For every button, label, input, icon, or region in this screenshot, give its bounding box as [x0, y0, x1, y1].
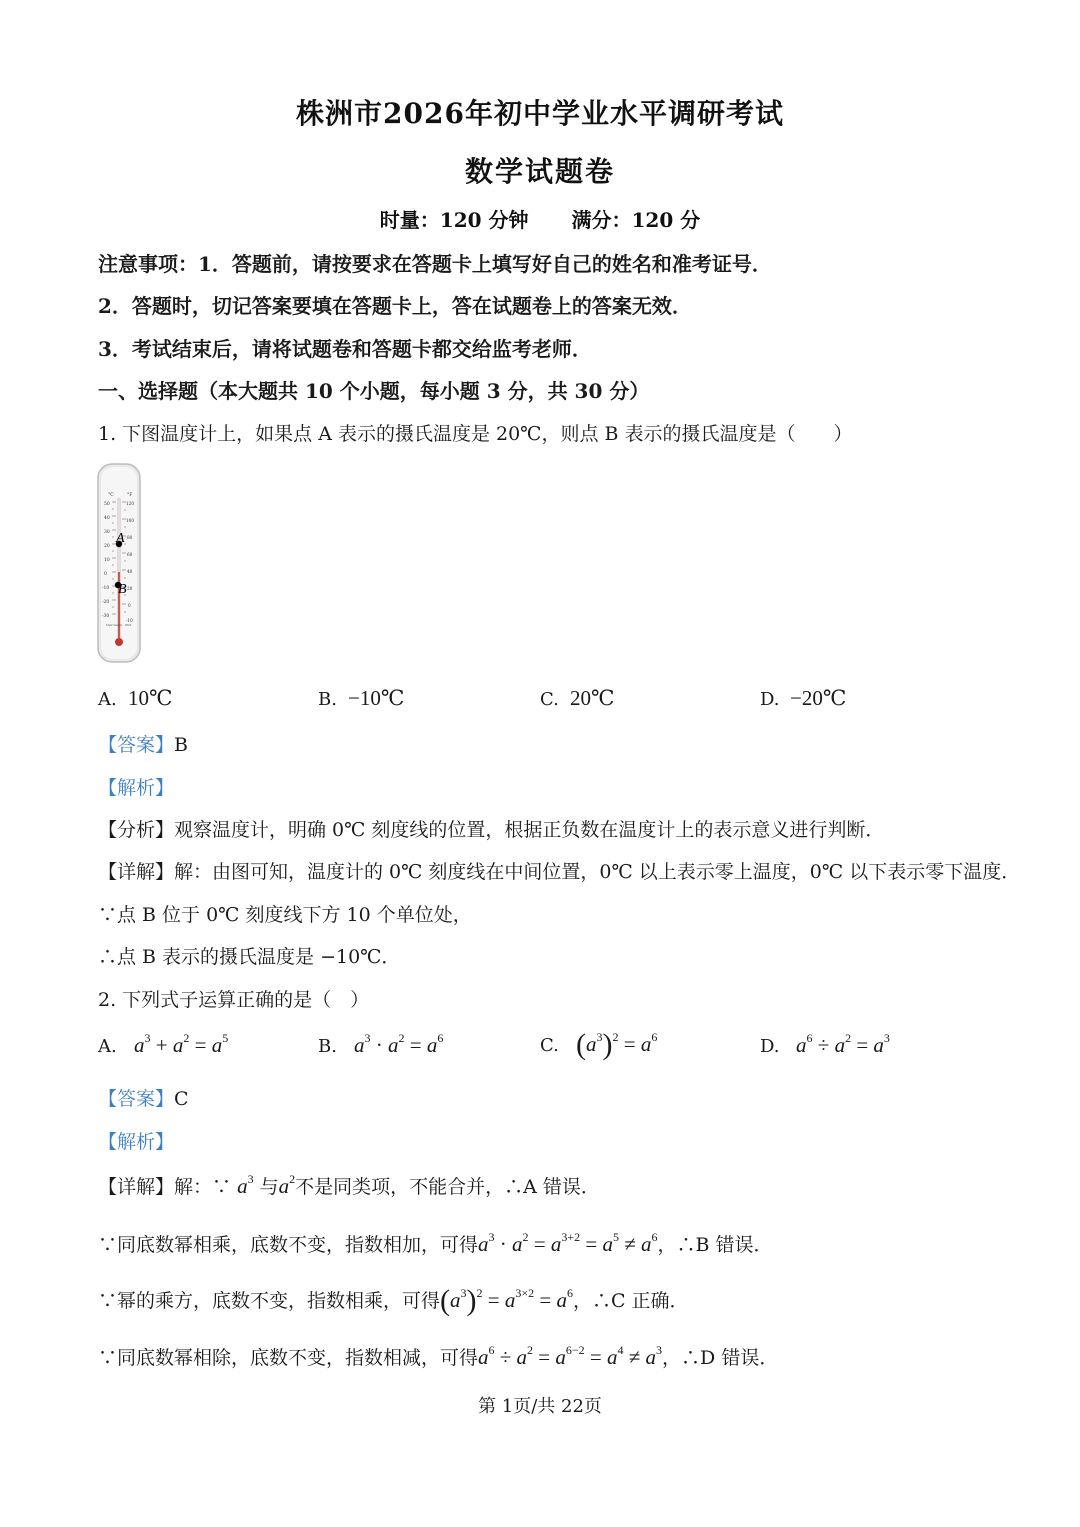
unit-c: °C	[108, 493, 114, 498]
q1-step-1: ∵点 B 位于 0℃ 刻度线下方 10 个单位处，	[98, 904, 472, 926]
thermometer-image	[96, 462, 142, 664]
f-label: 120	[126, 501, 134, 506]
page-footer: 第 1页/共 22页	[478, 1396, 602, 1417]
time-limit: 时量：120 分钟	[379, 208, 529, 232]
c-label: 20	[104, 544, 110, 549]
f-label: 40	[127, 569, 133, 574]
full-score: 满分：120 分	[571, 208, 701, 232]
point-a-label: A	[116, 531, 125, 546]
c-label: -30	[102, 614, 110, 619]
q2-detail-3: ∵幂的乘方，底数不变，指数相乘，可得$(a^3)^2 = a^{3\times 2} = a^6$，∴C 正确．	[98, 1284, 689, 1317]
q1-analysis: 【分析】观察温度计，明确 0℃ 刻度线的位置，根据正负数在温度计上的表示意义进行判断．	[98, 819, 885, 841]
note-2: 2．答题时，切记答案要填在答题卡上，答在试题卷上的答案无效．	[98, 294, 692, 318]
exam-title: 株洲市2026年初中学业水平调研考试	[296, 97, 784, 130]
q1-stem: 1. 下图温度计上，如果点 A 表示的摄氏温度是 20℃，则点 B 表示的摄氏温度是（ ）	[98, 423, 853, 445]
q2-option-a: A. $a^3 + a^2 = a^5$	[98, 1031, 229, 1057]
f-label: 60	[127, 552, 133, 557]
q1-option-d: D. −20℃	[760, 686, 847, 710]
f-label: 100	[126, 518, 134, 523]
c-label: -20	[102, 600, 110, 605]
c-label: 50	[104, 502, 110, 507]
section-heading: 一、选择题（本大题共 10 个小题，每小题 3 分，共 30 分）	[98, 379, 650, 403]
q1-step-2: ∴点 B 表示的摄氏温度是 −10℃．	[98, 946, 401, 968]
q2-option-b: B. $a^3 \cdot a^2 = a^6$	[318, 1031, 444, 1057]
exam-meta	[0, 204, 1080, 233]
svg-text:PDX: PDX	[125, 623, 132, 627]
f-label: 20	[127, 586, 133, 591]
svg-text:Nstrument: Nstrument	[106, 623, 123, 627]
q2-option-c: C. $(a^3)^2 = a^6$	[540, 1028, 658, 1061]
f-label: 0	[128, 603, 131, 608]
q1-option-a: A. 10℃	[98, 686, 173, 710]
c-label: -10	[102, 586, 110, 591]
q1-detail: 【详解】解：由图可知，温度计的 0℃ 刻度线在中间位置，0℃ 以上表示零上温度，0℃ 以下表示零下温度．	[98, 861, 1021, 883]
q2-option-d: D. $a^6 \div a^2 = a^3$	[760, 1031, 890, 1057]
q2-detail-1: 【详解】解：∵ $a^3$ 与$a^2$不是同类项，不能合并，∴A 错误．	[98, 1172, 600, 1198]
note-3: 3．考试结束后，请将试题卷和答题卡都交给监考老师．	[98, 337, 592, 361]
unit-f: °F	[127, 493, 133, 498]
c-label: 10	[104, 558, 110, 563]
q2-detail-2: ∵同底数幂相乘，底数不变，指数相加，可得$a^3 \cdot a^2 = a^{3+2} = a^5 \ne a^6$，∴B 错误．	[98, 1230, 773, 1256]
f-label: 80	[127, 535, 133, 540]
q2-answer: 【答案】C	[98, 1088, 189, 1110]
q1-option-c: C. 20℃	[540, 686, 615, 710]
q2-detail-4: ∵同底数幂相除，底数不变，指数相减，可得$a^6 \div a^2 = a^{6-2} = a^4 \ne a^3$，∴D 错误．	[98, 1343, 779, 1369]
exam-subtitle: 数学试题卷	[464, 155, 615, 188]
point-b-label: B	[118, 582, 127, 597]
c-label: 30	[104, 530, 110, 535]
note-1: 注意事项：1．答题前，请按要求在答题卡上填写好自己的姓名和准考证号．	[98, 252, 772, 276]
q1-option-b: B. −10℃	[318, 686, 405, 710]
c-scale-labels	[102, 501, 110, 619]
q2-analysis-tag: 【解析】	[98, 1131, 175, 1153]
q1-analysis-tag: 【解析】	[98, 777, 175, 799]
thermometer-bulb	[115, 638, 123, 646]
f-label: -10	[126, 618, 133, 623]
c-label: 0	[104, 572, 107, 577]
c-label: 40	[104, 516, 110, 521]
q1-answer: 【答案】B	[98, 734, 188, 756]
q2-stem: 2. 下列式子运算正确的是（ ）	[98, 989, 370, 1011]
